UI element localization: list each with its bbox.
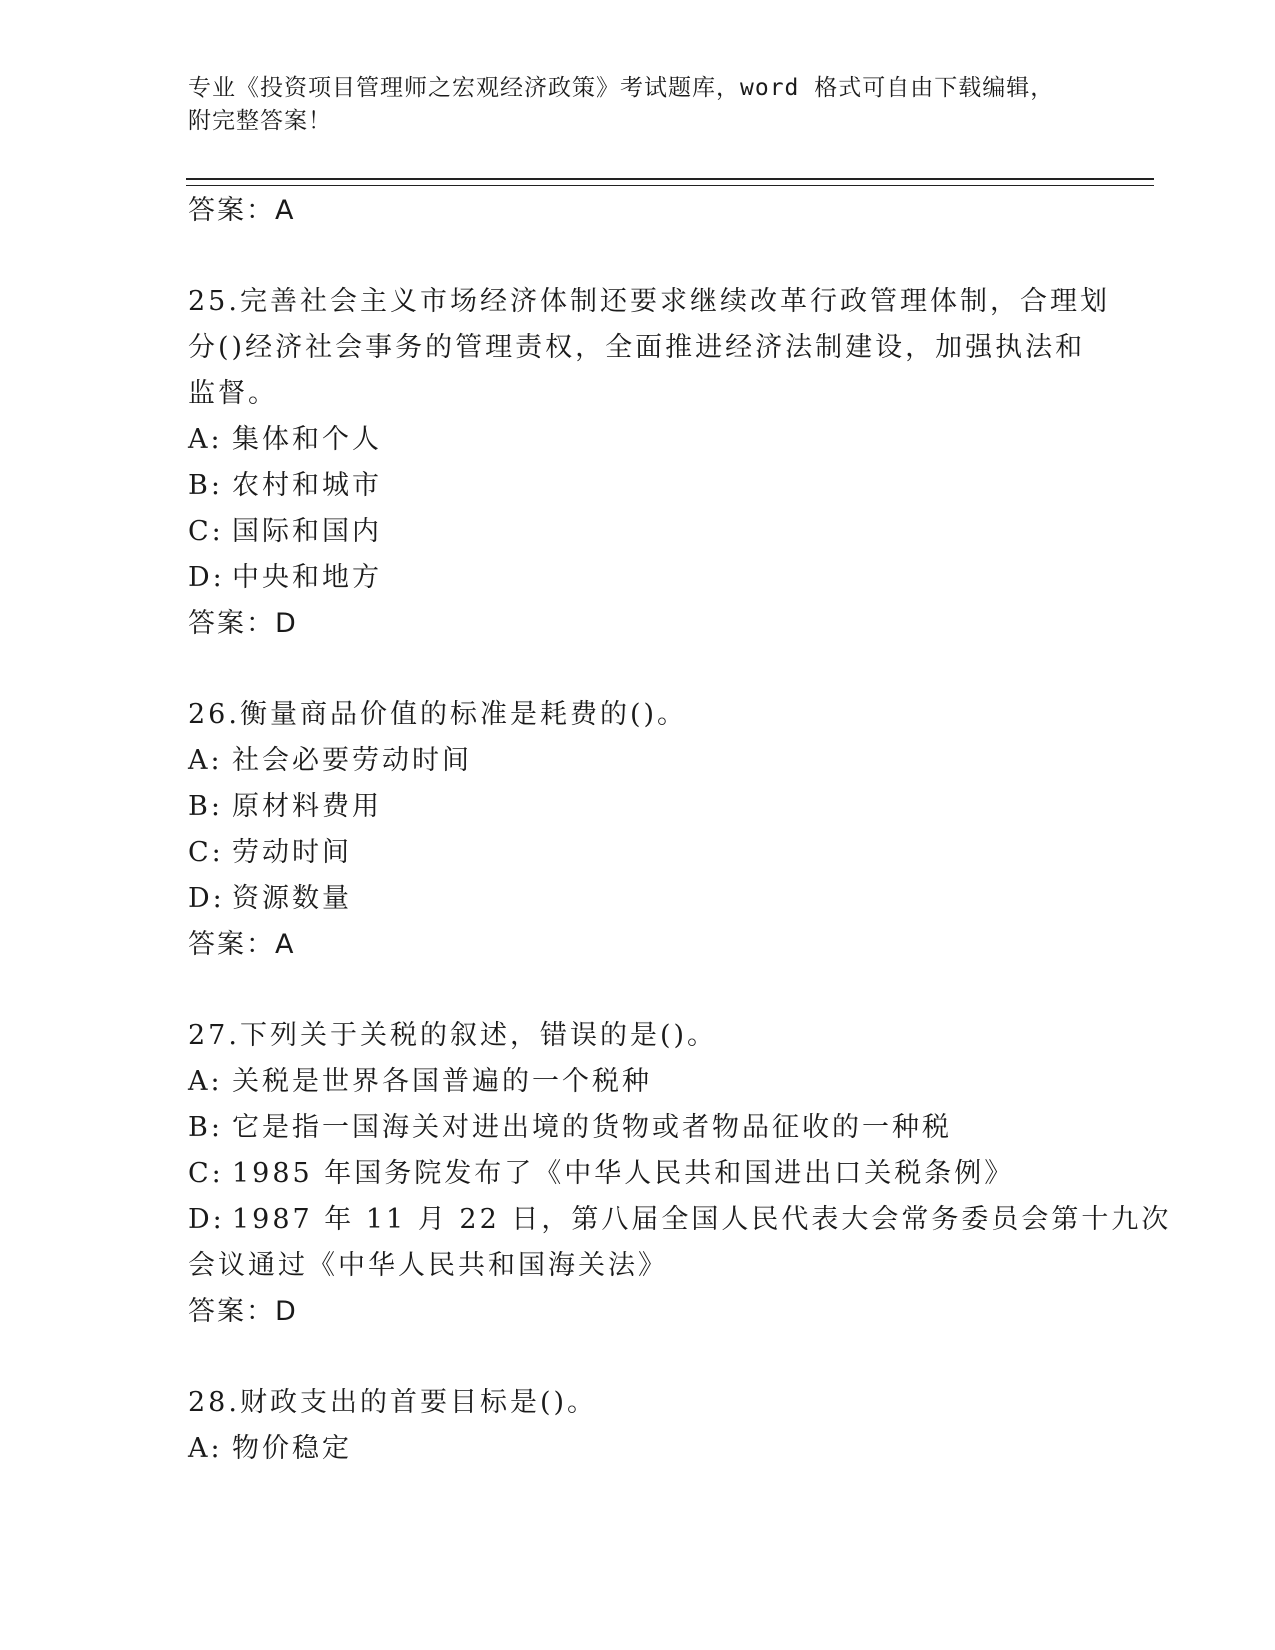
- spacer: [188, 234, 1088, 279]
- option-label: A:: [188, 424, 223, 455]
- option-a: [188, 1059, 1088, 1105]
- option-label: A:: [188, 1066, 223, 1097]
- option-d: [188, 876, 1088, 922]
- option-text: 社会必要劳动时间: [232, 745, 472, 776]
- option-text: 原材料费用: [232, 791, 382, 822]
- question-text-line: 27.下列关于关税的叙述，错误的是()。: [188, 1020, 718, 1051]
- option-text: 国际和国内: [232, 516, 382, 547]
- spacer: [188, 1335, 1088, 1380]
- option-c: [188, 830, 1088, 876]
- option-d: [188, 555, 1088, 601]
- option-text: 1985 年国务院发布了《中华人民共和国进出口关税条例》: [232, 1158, 1015, 1189]
- option-b: [188, 784, 1088, 830]
- option-text: 农村和城市: [232, 470, 382, 501]
- option-label: B:: [188, 791, 223, 822]
- question-text-line: 28.财政支出的首要目标是()。: [188, 1387, 598, 1418]
- question-text-line: 监督。: [188, 378, 278, 409]
- question-text-line: 分()经济社会事务的管理责权，全面推进经济法制建设，加强执法和: [188, 332, 1086, 363]
- option-label: C:: [188, 1158, 224, 1189]
- option-d-continuation: 会议通过《中华人民共和国海关法》: [188, 1250, 668, 1281]
- option-label: C:: [188, 837, 224, 868]
- question-list: [188, 188, 1172, 1472]
- question-25: [188, 279, 1110, 647]
- option-label: B:: [188, 1112, 223, 1143]
- option-a: [188, 738, 1088, 784]
- question-text-line: 25.完善社会主义市场经济体制还要求继续改革行政管理体制，合理划: [188, 286, 1110, 317]
- option-label: D:: [188, 883, 225, 914]
- option-label: C:: [188, 516, 224, 547]
- header-line-2: 附完整答案！: [188, 108, 332, 134]
- option-c: [188, 1151, 1088, 1197]
- option-text: 它是指一国海关对进出境的货物或者物品征收的一种税: [232, 1112, 952, 1143]
- question-26: [188, 692, 1088, 968]
- header-divider: [186, 178, 1154, 186]
- option-label: A:: [188, 1433, 223, 1464]
- question-text-line: 26.衡量商品价值的标准是耗费的()。: [188, 699, 688, 730]
- spacer: [188, 968, 1088, 1013]
- option-label: D:: [188, 1204, 225, 1235]
- spacer: [188, 647, 1088, 692]
- option-text: 1987 年 11 月 22 日，第八届全国人民代表大会常务委员会第十九次: [232, 1204, 1172, 1235]
- option-text: 集体和个人: [232, 424, 382, 455]
- option-text: 关税是世界各国普遍的一个税种: [232, 1066, 652, 1097]
- option-text: 中央和地方: [232, 562, 382, 593]
- option-a: [188, 1426, 1088, 1472]
- header-line-1: 专业《投资项目管理师之宏观经济政策》考试题库，word 格式可自由下载编辑，: [188, 75, 1055, 101]
- question-28: [188, 1380, 1088, 1472]
- question-27: [188, 1013, 1172, 1335]
- option-b: [188, 463, 1088, 509]
- option-a: [188, 417, 1088, 463]
- answer-line: 答案：A: [188, 195, 296, 226]
- option-b: [188, 1105, 1088, 1151]
- answer-line: 答案：D: [188, 1296, 298, 1327]
- option-label: A:: [188, 745, 223, 776]
- answer-line: 答案：A: [188, 929, 296, 960]
- option-label: B:: [188, 470, 223, 501]
- option-text: 劳动时间: [232, 837, 352, 868]
- option-c: [188, 509, 1088, 555]
- option-d: [188, 1197, 1172, 1243]
- option-text: 资源数量: [232, 883, 352, 914]
- option-text: 物价稳定: [232, 1433, 352, 1464]
- option-label: D:: [188, 562, 225, 593]
- document-header: [188, 72, 1088, 138]
- answer-line: 答案：D: [188, 608, 298, 639]
